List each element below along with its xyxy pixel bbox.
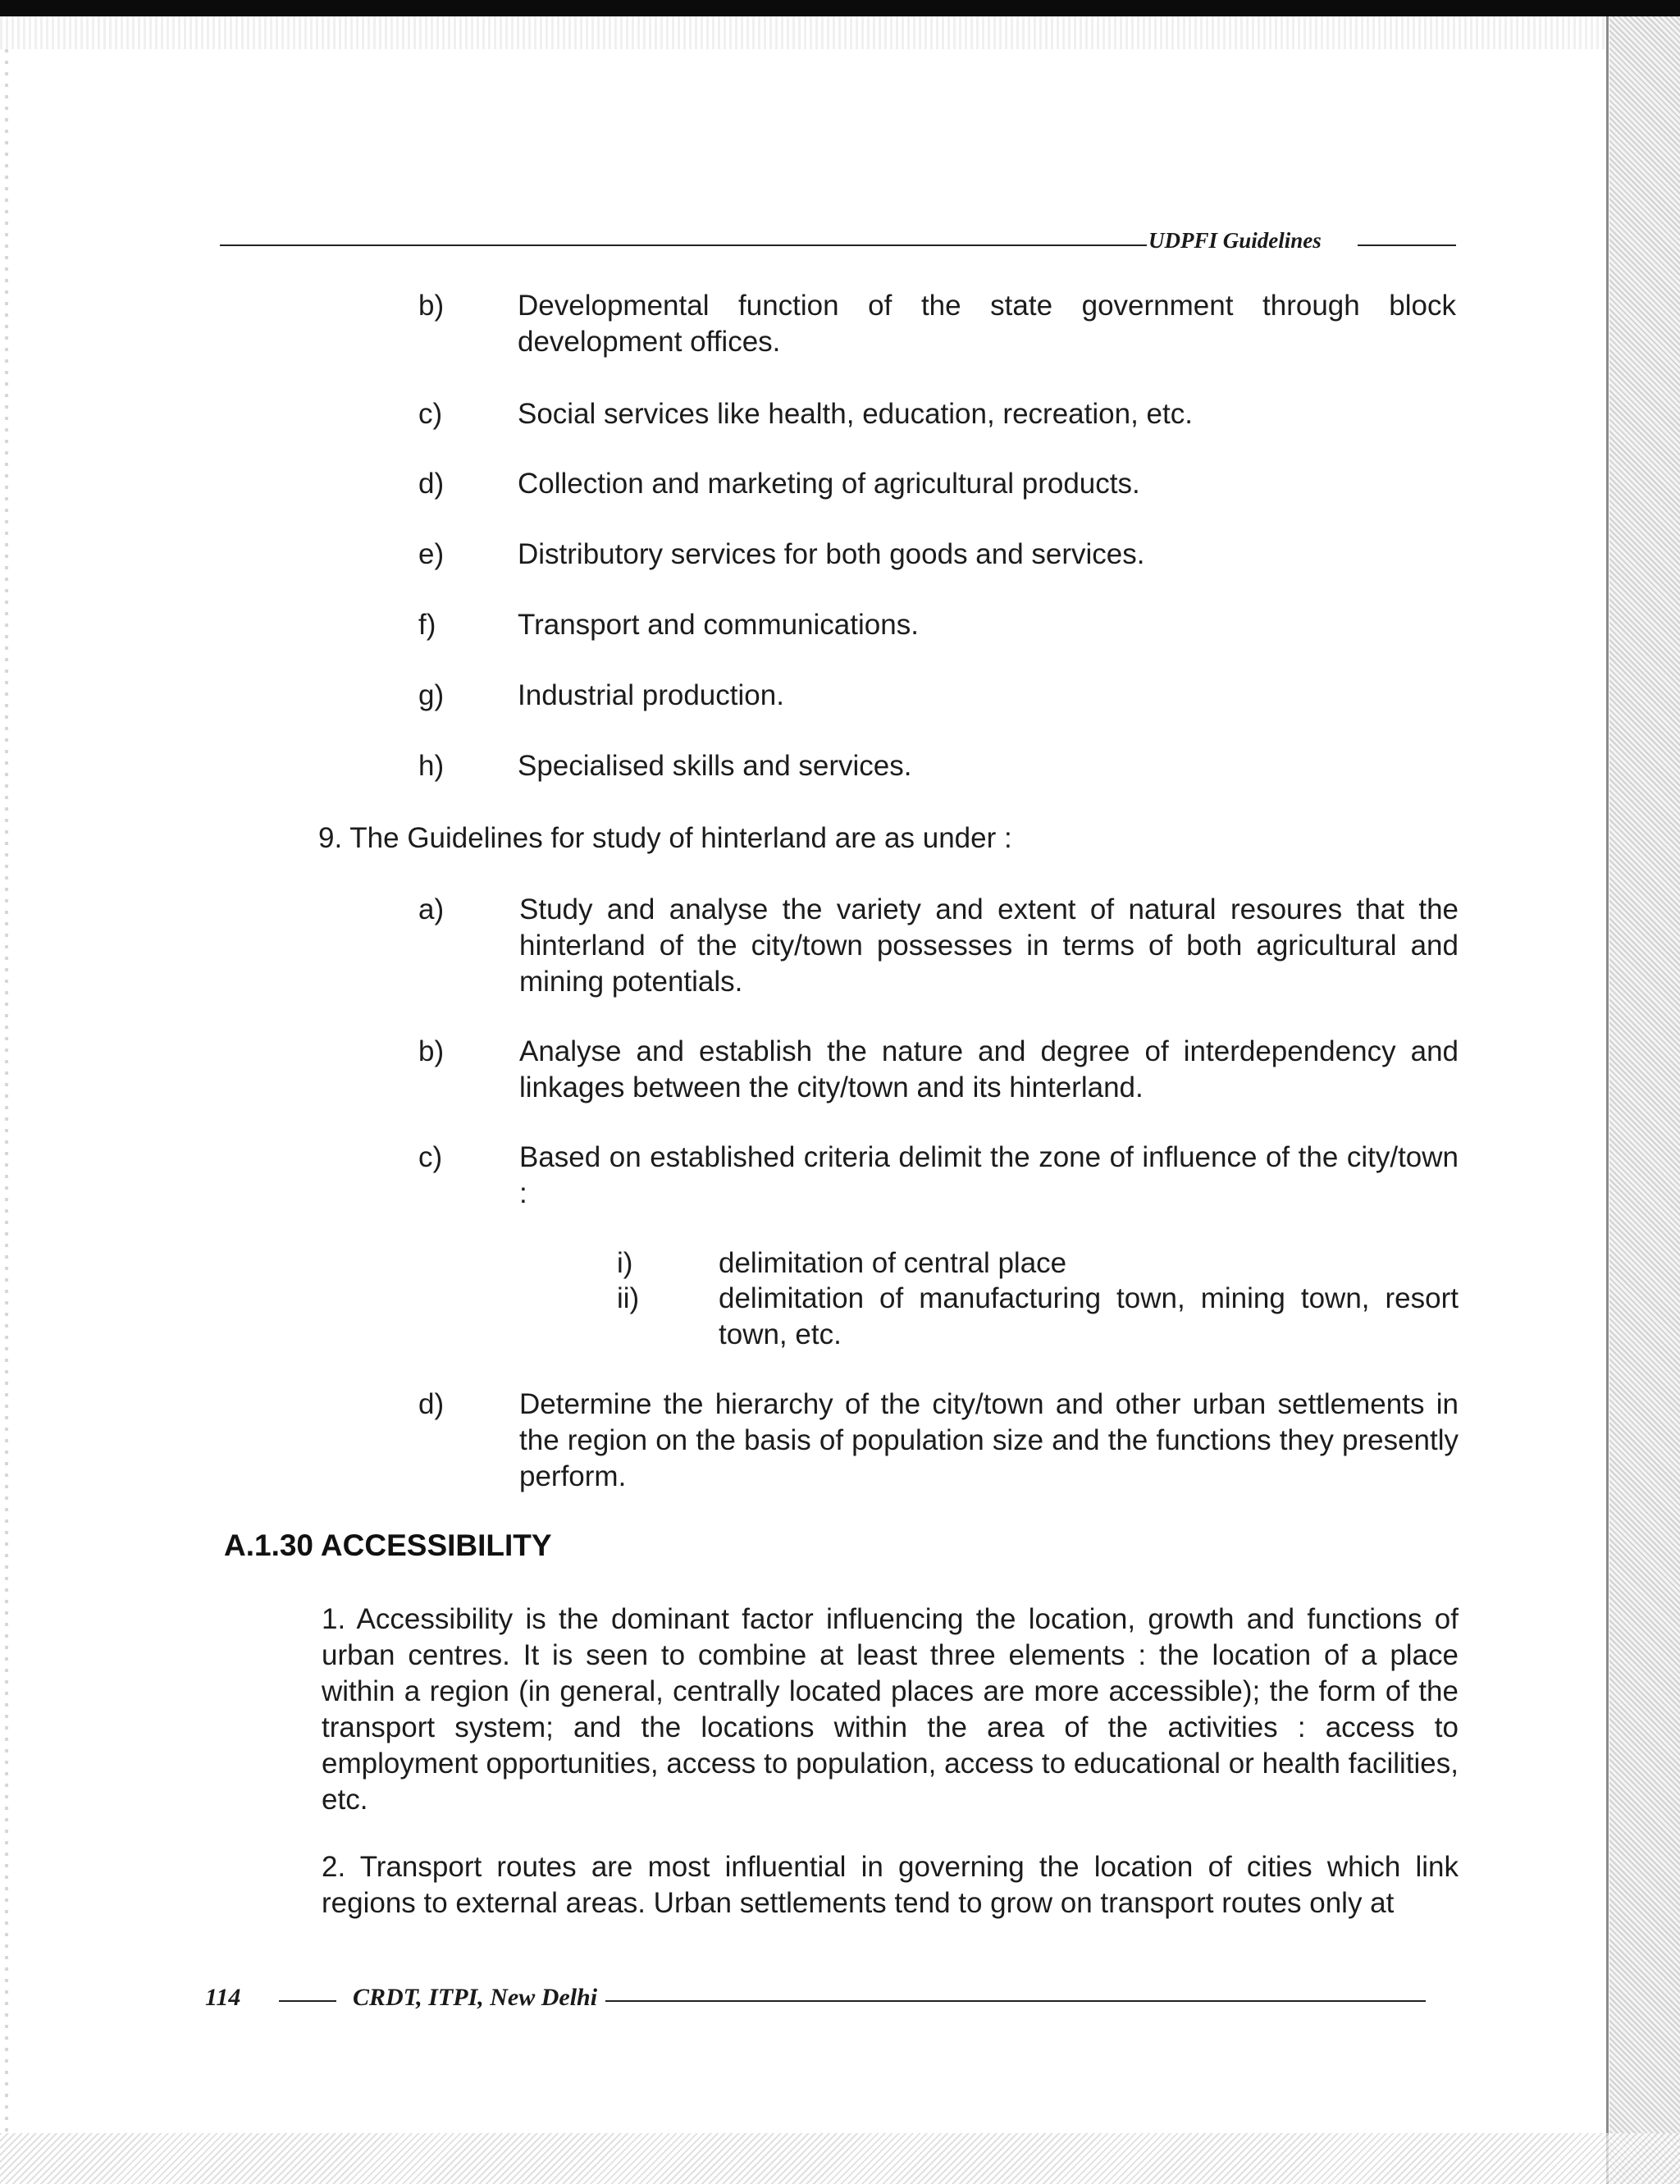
point-9-intro: 9. The Guidelines for study of hinterland are as under :: [318, 822, 1012, 854]
list-item-text: Industrial production.: [518, 679, 784, 711]
sub-item-label: ii): [617, 1282, 640, 1314]
section-heading: A.1.30 ACCESSIBILITY: [224, 1528, 552, 1562]
page-edge-right: [1606, 16, 1609, 2184]
list-item-text: Study and analyse the variety and extent of natural resoures that the hinterland of the city/town possesses in terms of both agricultural and mining potentials.: [519, 893, 1459, 998]
list-item-label: b): [418, 290, 445, 322]
scan-border-top: [0, 0, 1680, 16]
list-item-label: a): [418, 893, 445, 925]
list-item-text: Analyse and establish the nature and degree of interdependency and linkages between the city/town and its hinterland.: [519, 1035, 1459, 1103]
list-item-text: Social services like health, education, recreation, etc.: [518, 398, 1193, 430]
sub-item-text: delimitation of central place: [719, 1247, 1067, 1279]
list-item-label: h): [418, 750, 445, 782]
sub-item-label: i): [617, 1247, 633, 1279]
list-item-label: f): [418, 609, 436, 641]
scan-noise-top: [0, 16, 1608, 49]
list-item-label: d): [418, 1388, 445, 1420]
footer-rule-left: [279, 2000, 336, 2002]
list-item-text: Transport and communications.: [518, 609, 919, 641]
list-item-text: Distributory services for both goods and services.: [518, 538, 1145, 570]
scan-noise-bottom: [0, 2133, 1680, 2184]
page-number: 114: [205, 1984, 241, 2011]
list-item-label: c): [418, 398, 443, 430]
footer-rule-right: [605, 2000, 1426, 2002]
header-rule-left: [220, 244, 1147, 246]
scan-noise-right: [1609, 16, 1680, 2184]
list-item-label: d): [418, 468, 445, 500]
list-item-label: b): [418, 1035, 445, 1067]
list-item-label: e): [418, 538, 445, 570]
list-item-text: Determine the hierarchy of the city/town and other urban settlements in the region on the basis of population size and the functions they presently perform.: [519, 1388, 1459, 1492]
header-rule-right: [1358, 244, 1456, 246]
running-title: UDPFI Guidelines: [1148, 228, 1322, 253]
sub-item-text: delimitation of manufacturing town, mining town, resort town, etc.: [719, 1282, 1459, 1350]
list-item-text: Based on established criteria delimit the zone of influence of the city/town :: [519, 1141, 1459, 1209]
paragraph: 1. Accessibility is the dominant factor influencing the location, growth and functions of urban centres. It is seen to combine at least three elements : the location of a place within a region (in general, centrally located places are more accessible); the form of the transport system; and the locations within the area of the activities : access to employment opportunities, access to population, access to educational or health facilities, etc.: [322, 1603, 1459, 1816]
list-item-text: Developmental function of the state government through block development offices.: [518, 290, 1456, 358]
paragraph: 2. Transport routes are most influential in governing the location of cities which link regions to external areas. Urban settlements tend to grow on transport routes only at: [322, 1851, 1459, 1919]
list-item-label: c): [418, 1141, 443, 1173]
list-item-text: Collection and marketing of agricultural products.: [518, 468, 1140, 500]
list-item-label: g): [418, 679, 445, 711]
scan-noise-left: [5, 49, 8, 2133]
footer-publisher: CRDT, ITPI, New Delhi: [353, 1984, 598, 2011]
list-item-text: Specialised skills and services.: [518, 750, 912, 782]
